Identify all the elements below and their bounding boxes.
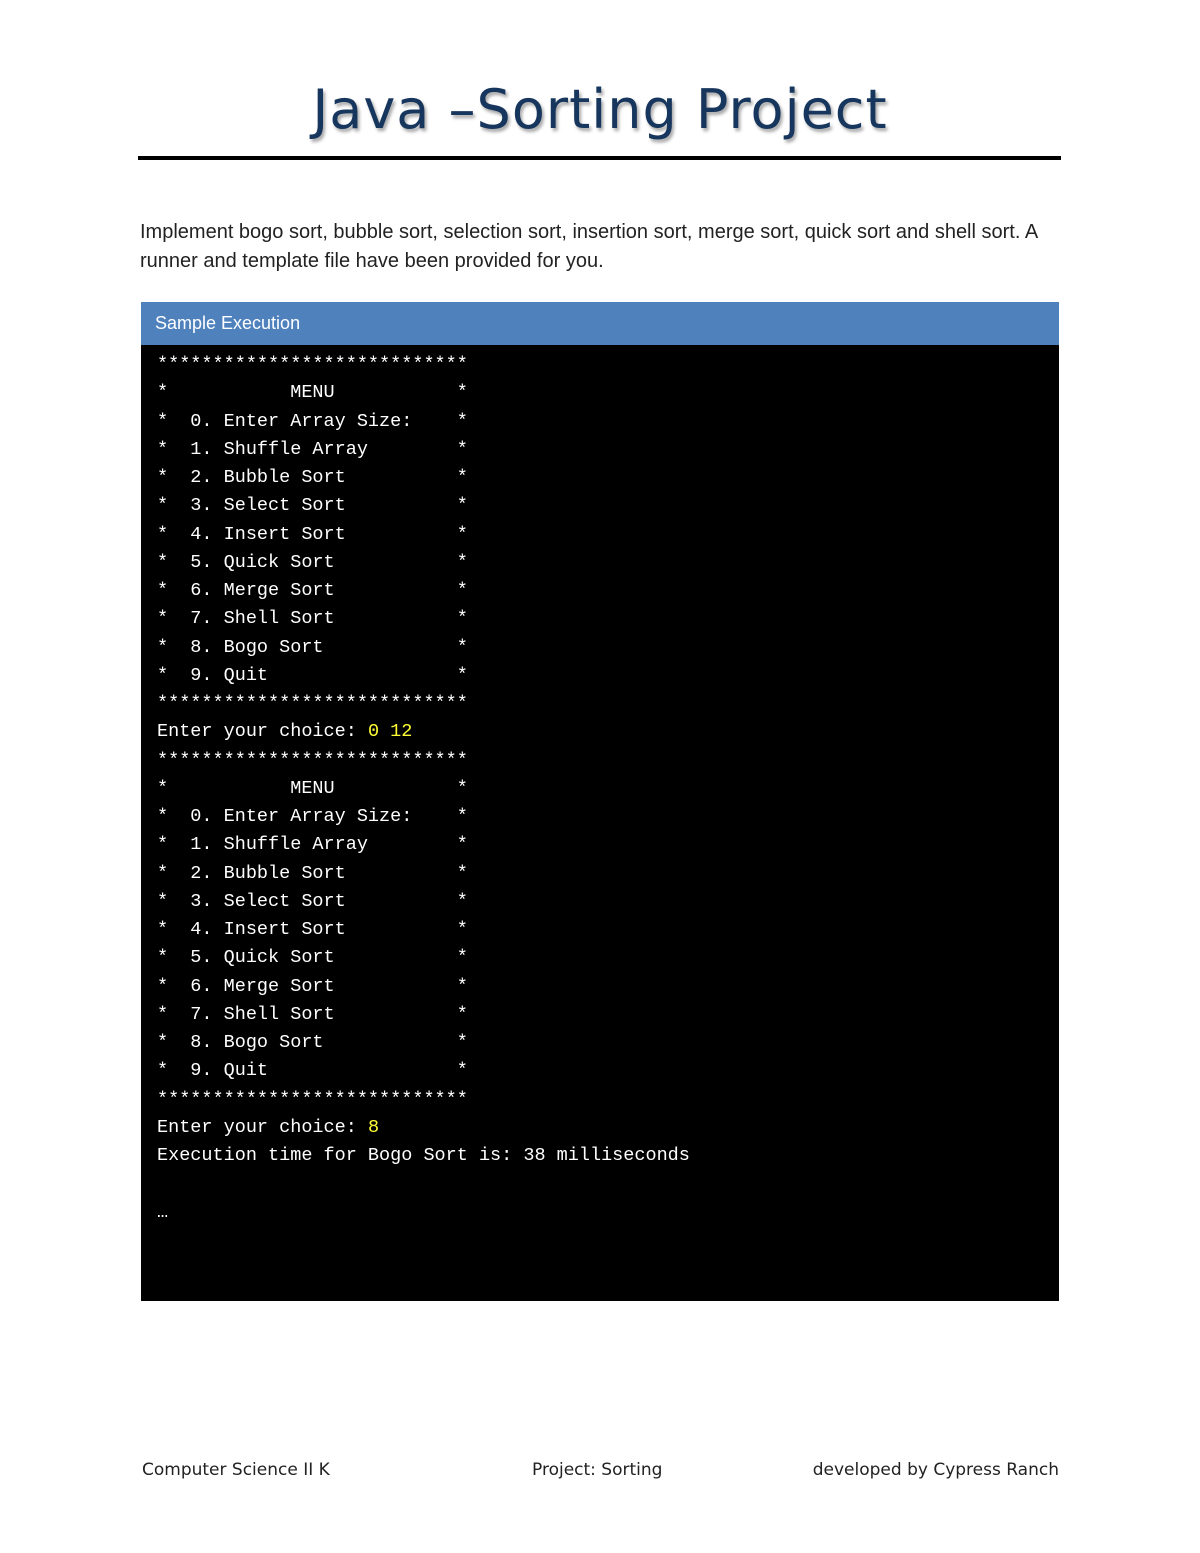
document-title: Java –Sorting Project	[312, 78, 888, 141]
console-prompt-line	[157, 718, 1059, 746]
console-line: * MENU *	[157, 777, 468, 799]
console-line: * 6. Merge Sort *	[157, 975, 468, 997]
console-result-line: Execution time for Bogo Sort is: 38 milliseconds	[157, 1145, 690, 1166]
console-line: * 1. Shuffle Array *	[157, 438, 468, 460]
sample-execution-panel	[141, 302, 1059, 1301]
console-user-input: 8	[367, 1116, 380, 1138]
console-line: * 0. Enter Array Size: *	[157, 806, 468, 827]
console-line: * 6. Merge Sort *	[157, 580, 468, 601]
console-text	[157, 351, 1059, 1227]
console-line: ****************************	[157, 693, 468, 714]
console-line: * 8. Bogo Sort *	[157, 636, 468, 658]
footer-credit: developed by Cypress Ranch	[812, 1460, 1059, 1480]
console-line: ****************************	[157, 749, 468, 771]
console-prompt-line	[157, 1114, 1059, 1142]
sample-execution-header: Sample Execution	[141, 302, 1059, 345]
console-line: * 9. Quit *	[157, 1060, 468, 1082]
console-line: * 3. Select Sort *	[157, 890, 468, 912]
footer-project: Project: Sorting	[532, 1460, 663, 1480]
console-blank-line	[157, 1170, 1059, 1198]
console-line: * 2. Bubble Sort *	[157, 467, 468, 488]
console-line: * 3. Select Sort *	[157, 495, 468, 517]
console-line: * 2. Bubble Sort *	[157, 862, 468, 884]
console-line: ****************************	[157, 1088, 468, 1110]
console-user-input: 0 12	[367, 721, 413, 743]
console-prompt: Enter your choice:	[157, 721, 368, 743]
footer-course: Computer Science II K	[142, 1460, 330, 1480]
console-line: * 5. Quick Sort *	[157, 551, 468, 573]
console-line: * 9. Quit *	[157, 664, 468, 686]
console-line: * 4. Insert Sort *	[157, 523, 468, 545]
console-line: ****************************	[157, 354, 468, 375]
console-line: * 7. Shell Sort *	[157, 1003, 468, 1025]
intro-paragraph: Implement bogo sort, bubble sort, selection sort, insertion sort, merge sort, quick sort and shell sort. A runner and template file have been provided for you.	[140, 221, 1038, 272]
console-line: * MENU *	[157, 382, 468, 404]
console-line: * 1. Shuffle Array *	[157, 834, 468, 856]
console-line: * 7. Shell Sort *	[157, 608, 468, 630]
console-line: * 5. Quick Sort *	[157, 947, 468, 969]
console-output	[141, 345, 1059, 1301]
console-line: * 4. Insert Sort *	[157, 919, 468, 940]
console-prompt: Enter your choice:	[157, 1116, 368, 1138]
title-divider	[138, 156, 1061, 160]
console-ellipsis: …	[157, 1201, 169, 1223]
console-line: * 8. Bogo Sort *	[157, 1032, 468, 1053]
console-line: * 0. Enter Array Size: *	[157, 410, 468, 432]
